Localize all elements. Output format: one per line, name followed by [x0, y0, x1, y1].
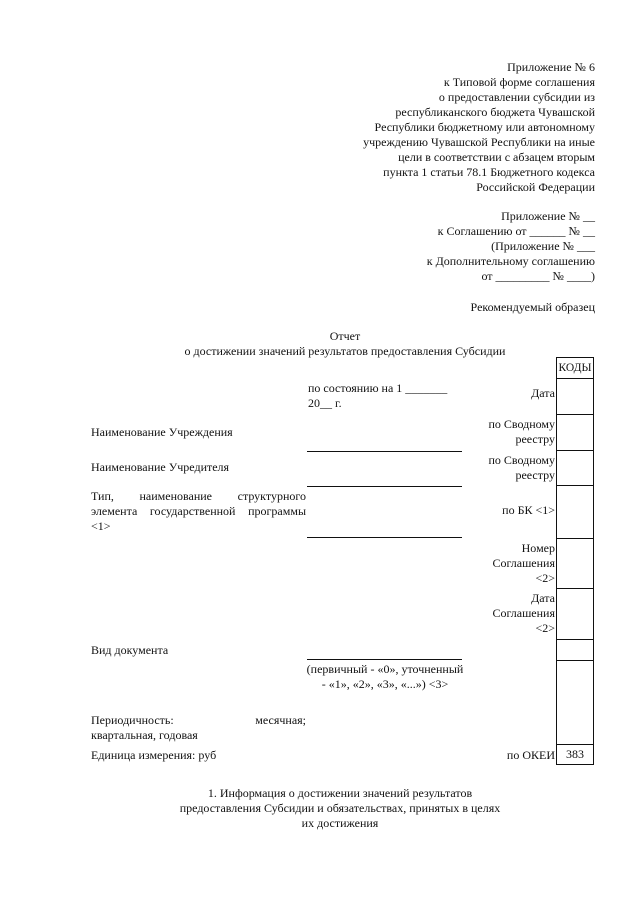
code-label-okei: по ОКЕИ — [506, 748, 555, 762]
divider — [557, 639, 593, 640]
code-label-line: Номер — [521, 541, 555, 555]
document-type-field-line — [307, 659, 462, 660]
section1-line: 1. Информация о достижении значений результатов — [207, 786, 473, 800]
code-label-agreement-number — [450, 541, 555, 586]
okei-code: 383 — [566, 747, 584, 761]
code-label-line: реестру — [515, 432, 555, 446]
as-of-date — [308, 381, 468, 411]
agreement-ref-line: Приложение № __ — [501, 209, 595, 223]
appendix-line: о предоставлении субсидии из — [438, 90, 595, 104]
divider — [557, 588, 593, 589]
code-label-line: по Сводному — [488, 417, 555, 431]
report-title — [100, 329, 590, 359]
recommended-sample: Рекомендуемый образец — [470, 300, 595, 314]
codes-column — [556, 357, 594, 765]
agreement-ref-line: к Соглашению от ______ № __ — [437, 224, 595, 238]
periodicity-row — [91, 713, 306, 728]
divider — [557, 450, 593, 451]
periodicity-label: Периодичность: — [91, 713, 174, 727]
label-document-type: Вид документа — [91, 643, 169, 657]
periodicity-monthly: месячная; — [255, 713, 306, 727]
periodicity-other: квартальная, годовая — [91, 728, 198, 742]
report-title-line1: Отчет — [329, 329, 361, 343]
as-of-line1: по состоянию на 1 _______ — [308, 381, 448, 395]
appendix-line: учреждению Чувашской Республики на иные — [363, 135, 595, 149]
agreement-ref-line: (Приложение № ___ — [491, 239, 595, 253]
label-institution: Наименование Учреждения — [91, 425, 233, 439]
appendix-line: республиканского бюджета Чувашской — [395, 105, 595, 119]
institution-field-line — [307, 451, 462, 452]
appendix-header — [300, 60, 595, 195]
code-label-line: реестру — [515, 468, 555, 482]
appendix-line: Республики бюджетному или автономному — [374, 120, 595, 134]
appendix-line: пункта 1 статьи 78.1 Бюджетного кодекса — [383, 165, 595, 179]
document-type-hint: (первичный - «0», уточненный - «1», «2», «3», «...») <3> — [306, 662, 464, 691]
founder-field-line — [307, 486, 462, 487]
code-label-line: Соглашения — [492, 606, 555, 620]
divider — [557, 414, 593, 415]
code-label-register-2 — [450, 453, 555, 483]
label-founder: Наименование Учредителя — [91, 460, 230, 474]
agreement-reference — [350, 209, 595, 284]
periodicity — [91, 713, 306, 743]
report-title-line2: о достижении значений результатов предоставления Субсидии — [184, 344, 506, 358]
codes-header: КОДЫ — [557, 358, 593, 379]
divider — [557, 485, 593, 486]
divider — [557, 538, 593, 539]
appendix-line: цели в соответствии с абзацем вторым — [398, 150, 595, 164]
section1-line: предоставления Субсидии и обязательствах, принятых в целях — [179, 801, 501, 815]
agreement-ref-line: к Дополнительному соглашению — [426, 254, 595, 268]
appendix-line: Российской Федерации — [476, 180, 595, 194]
appendix-line: к Типовой форме соглашения — [443, 75, 595, 89]
code-label-line: <2> — [535, 621, 555, 635]
code-label-line: Соглашения — [492, 556, 555, 570]
divider — [557, 744, 593, 745]
label-unit: Единица измерения: руб — [91, 748, 217, 762]
program-element-field-line — [307, 537, 462, 538]
divider — [557, 660, 593, 661]
agreement-ref-line: от _________ № ____) — [481, 269, 595, 283]
code-label-line: Дата — [531, 591, 555, 605]
appendix-line: Приложение № 6 — [507, 60, 595, 74]
code-label-bk: по БК <1> — [502, 503, 555, 517]
code-label-line: по Сводному — [488, 453, 555, 467]
code-label-date: Дата — [531, 386, 555, 400]
code-label-line: <2> — [535, 571, 555, 585]
label-program-element: Тип, наименование структурного элемента государственной программы <1> — [91, 489, 306, 533]
code-label-register-1 — [450, 417, 555, 447]
code-label-agreement-date — [450, 591, 555, 636]
section1-line: их достижения — [301, 816, 379, 830]
as-of-line2: 20__ г. — [308, 396, 342, 410]
section1-heading — [140, 786, 540, 831]
